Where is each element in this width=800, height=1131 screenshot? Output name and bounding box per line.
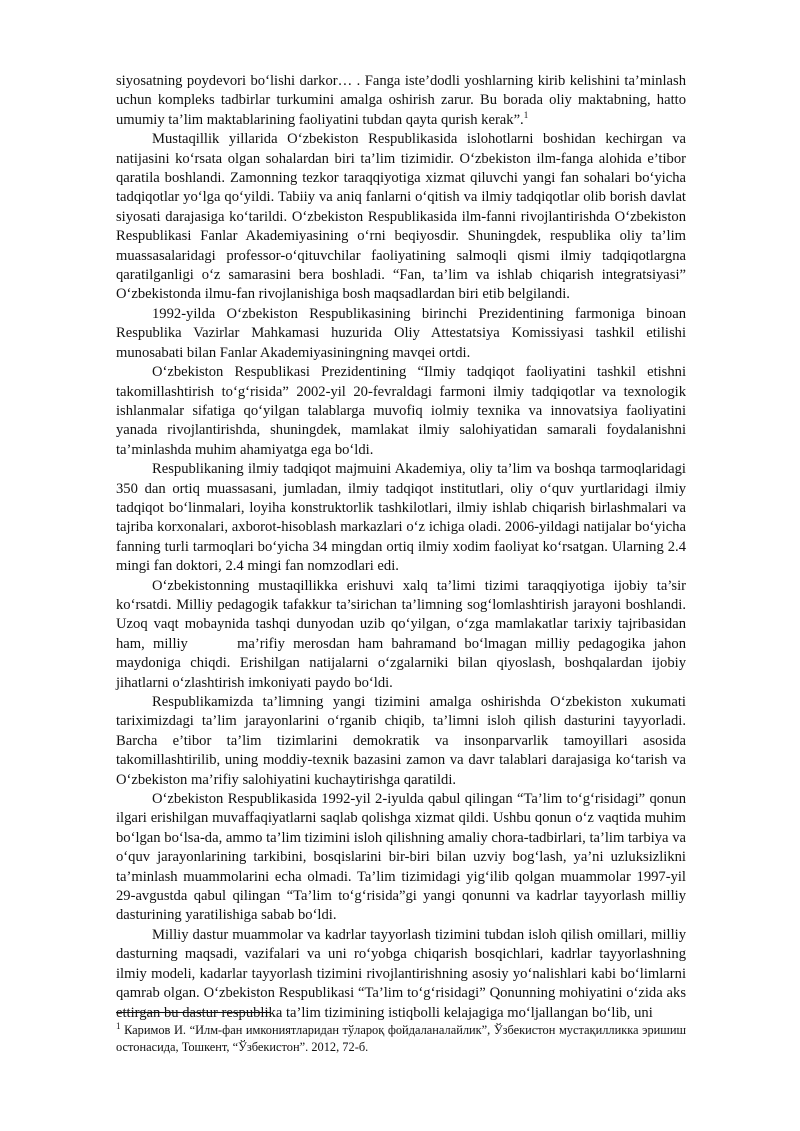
footnote-text: Каримов И. “Илм-фан имкониятларидан тўлароқ фойдаланалайлик”, Ўзбекистон мустақилликка эришиш остонасида, Тошкент, “Ўзбекистон”. 2012, 72-б.: [116, 1023, 686, 1054]
footnote-reference: 1: [523, 109, 529, 120]
footnote-marker: 1: [116, 1020, 121, 1031]
paragraph-9: Milliy dastur muammolar va kadrlar tayyorlash tizimini tubdan isloh qilish omillari, milliy dasturning maqsadi, vazifalari va uni ro‘yobga chiqarish bosqichlari, kadrlar tayyorlashning ilmiy modeli, kadarlar tayyorlash tizimini rivojlantirishning asosiy yo‘nalishlari kabi bo‘limlarni qamrab olgan. O‘zbekiston Respublikasi “Ta’lim to‘g‘risidagi” Qonunning mohiyatini o‘zida aks ettirgan bu dastur respublika ta’lim tizimining istiqbolli kelajagiga mo‘ljallangan bo‘lib, uni: [116, 926, 686, 1021]
paragraph-1-text: siyosatning poydevori bo‘lishi darkor… . Fanga iste’dodli yoshlarning kirib kelishini ta’minlash uchun kompleks tadbirlar turkumini amalga oshirish zarur. Bu borada oliy maktabning, hatto umumiy ta’lim maktablarining faoliyatini tubdan qayta qurish kerak”.: [116, 73, 686, 128]
paragraph-8: O‘zbekiston Respublikasida 1992-yil 2-iyulda qabul qilingan “Ta’lim to‘g‘risidagi” qonun ilgari erishilgan muvaffaqiyatlarni saqlab qolishga xizmat qildi. Ushbu qonun o‘z vaqtida muhim bo‘lgan bo‘lsa-da, ammo ta’lim tizimini isloh qilishning amaliy chora-tadbirlari, ta’lim tarbiya va o‘quv jarayonlarining tarkibini, bosqislarini bir-biri bilan uzviy bog‘lash, ya’ni uzluksizlikni ta’minlash muammolarini echa olmadi. Ta’lim tizimidagi yig‘ilib qolgan muammolar 1997-yil 29-avgustda qabul qilingan “Ta’lim to‘g‘risida”gi yangi qonunni va kadrlar tayyorlash milliy dasturining yaratilishiga sabab bo‘ldi.: [116, 791, 686, 924]
body-text: [116, 72, 690, 1023]
paragraph-1: [116, 72, 686, 130]
footnote: [116, 1022, 686, 1056]
paragraph-3: 1992-yilda O‘zbekiston Respublikasining birinchi Prezidentining farmoniga binoan Respublika Vazirlar Mahkamasi huzurida Oliy Attestatsiya Komissiyasi tashkil etilishi munosabati bilan Fanlar Akademiyasiningning mavqei ortdi.: [116, 305, 686, 361]
paragraph-2: Mustaqillik yillarida O‘zbekiston Respublikasida islohotlarni boshidan kechirgan va natijasini ko‘rsata olgan sohalardan biri ta’lim tizimidir. O‘zbekiston ilm-fanga alohida e’tibor qaratila boshlandi. Zamonning tezkor taraqqiyotiga xizmat qiluvchi yangi fan sohalari bo‘yicha tadqiqotlar yo‘lga qo‘yildi. Tabiiy va aniq fanlarni o‘qitish va ilmiy tadqiqotlar olib borish davlat siyosati darajasiga ko‘tarildi. O‘zbekiston Respublikasida ilm-fanni rivojlantirishda O‘zbekiston Respublikasi Fanlar Akademiyasining o‘rni beqiyosdir. Shuningdek, respublika oliy ta’lim muassasalaridagi professor-o‘qituvchilar faoliyatining salmoqli qismi ilmiy tadqiqotlargna qaratilganligi o‘z samarasini bera boshladi. “Fan, ta’lim va ishlab chiqarish integratsiyasi” O‘zbekistonda ilmu-fan rivojlanishiga bosh maqsadlardan biri etib belgilandi.: [116, 131, 686, 303]
paragraph-7: Respublikamizda ta’limning yangi tizimini amalga oshirishda O‘zbekiston xukumati tariximizdagi ta’lim jarayonlarini o‘rganib chiqib, ta’limni isloh qilish dasturini tayyorladi. Barcha e’tibor ta’lim tizimlarini demokratik va insonparvarlik tamoyillari asosida takomillashtirilib, uning moddiy-texnik bazasini zamon va davr talablari darajasiga ko‘tarish va O‘zbekiston ma’rifiy salohiyatini kuchaytirishga qaratildi.: [116, 694, 686, 788]
paragraph-5: Respublikaning ilmiy tadqiqot majmuini Akademiya, oliy ta’lim va boshqa tarmoqlaridagi 350 dan ortiq muassasani, jumladan, ilmiy tadqiqot institutlari, oliy o‘quv yurtlaridagi ilmiy tadqiqot bo‘linmalari, loyiha konstruktorlik tashkilotlari, ilmiy ishlab chiqarish birlashmalari va tajriba korxonalari, axborot-hisoblash markazlari o‘z ichiga oladi. 2006-yildagi natijalar bo‘yicha fanning turli tarmoqlari bo‘yicha 34 mingdan ortiq ilmiy xodim faoliyat ko‘rsatgan. Ularning 2.4 mingi fan doktori, 2.4 mingi fan nomzodlari edi.: [116, 461, 686, 575]
paragraph-6: O‘zbekistonning mustaqillikka erishuvi xalq ta’limi tizimi taraqqiyotiga ijobiy ta’sir ko‘rsatdi. Milliy pedagogik tafakkur ta’sirichan ta’limning sog‘lomlashtirish jarayoni boshlandi. Uzoq vaqt mobaynida tashqi dunyodan uzib qo‘yilgan, o‘zga mamlakatlar tarixiy tajribasidan ham, milliy ma’rifiy merosdan ham bahramand bo‘lmagan milliy pedagogika jahon maydoniga chiqdi. Erishilgan natijalarni o‘zgalarniki bilan qiyoslash, boshqalardan ijobiy jihatlarni o‘zlashtirish imkoniyati paydo bo‘ldi.: [116, 577, 690, 691]
footnote-separator: [116, 1012, 271, 1013]
paragraph-4: O‘zbekiston Respublikasi Prezidentining “Ilmiy tadqiqot faoliyatini tashkil etishni takomillashtirish to‘g‘risida” 2002-yil 20-fevraldagi farmoni ilmiy tadqiqotlar va texnologik ishlanmalar sifatiga qo‘yilgan talablarga muvofiq iolmiy texnika va innovatsiya faoliyatini yanada rivojlantirishda, shuningdek, mamlakat ilmiy salohiyatidan samarali foydalanishni ta’minlashda muhim ahamiyatga ega bo‘ldi.: [116, 364, 686, 458]
